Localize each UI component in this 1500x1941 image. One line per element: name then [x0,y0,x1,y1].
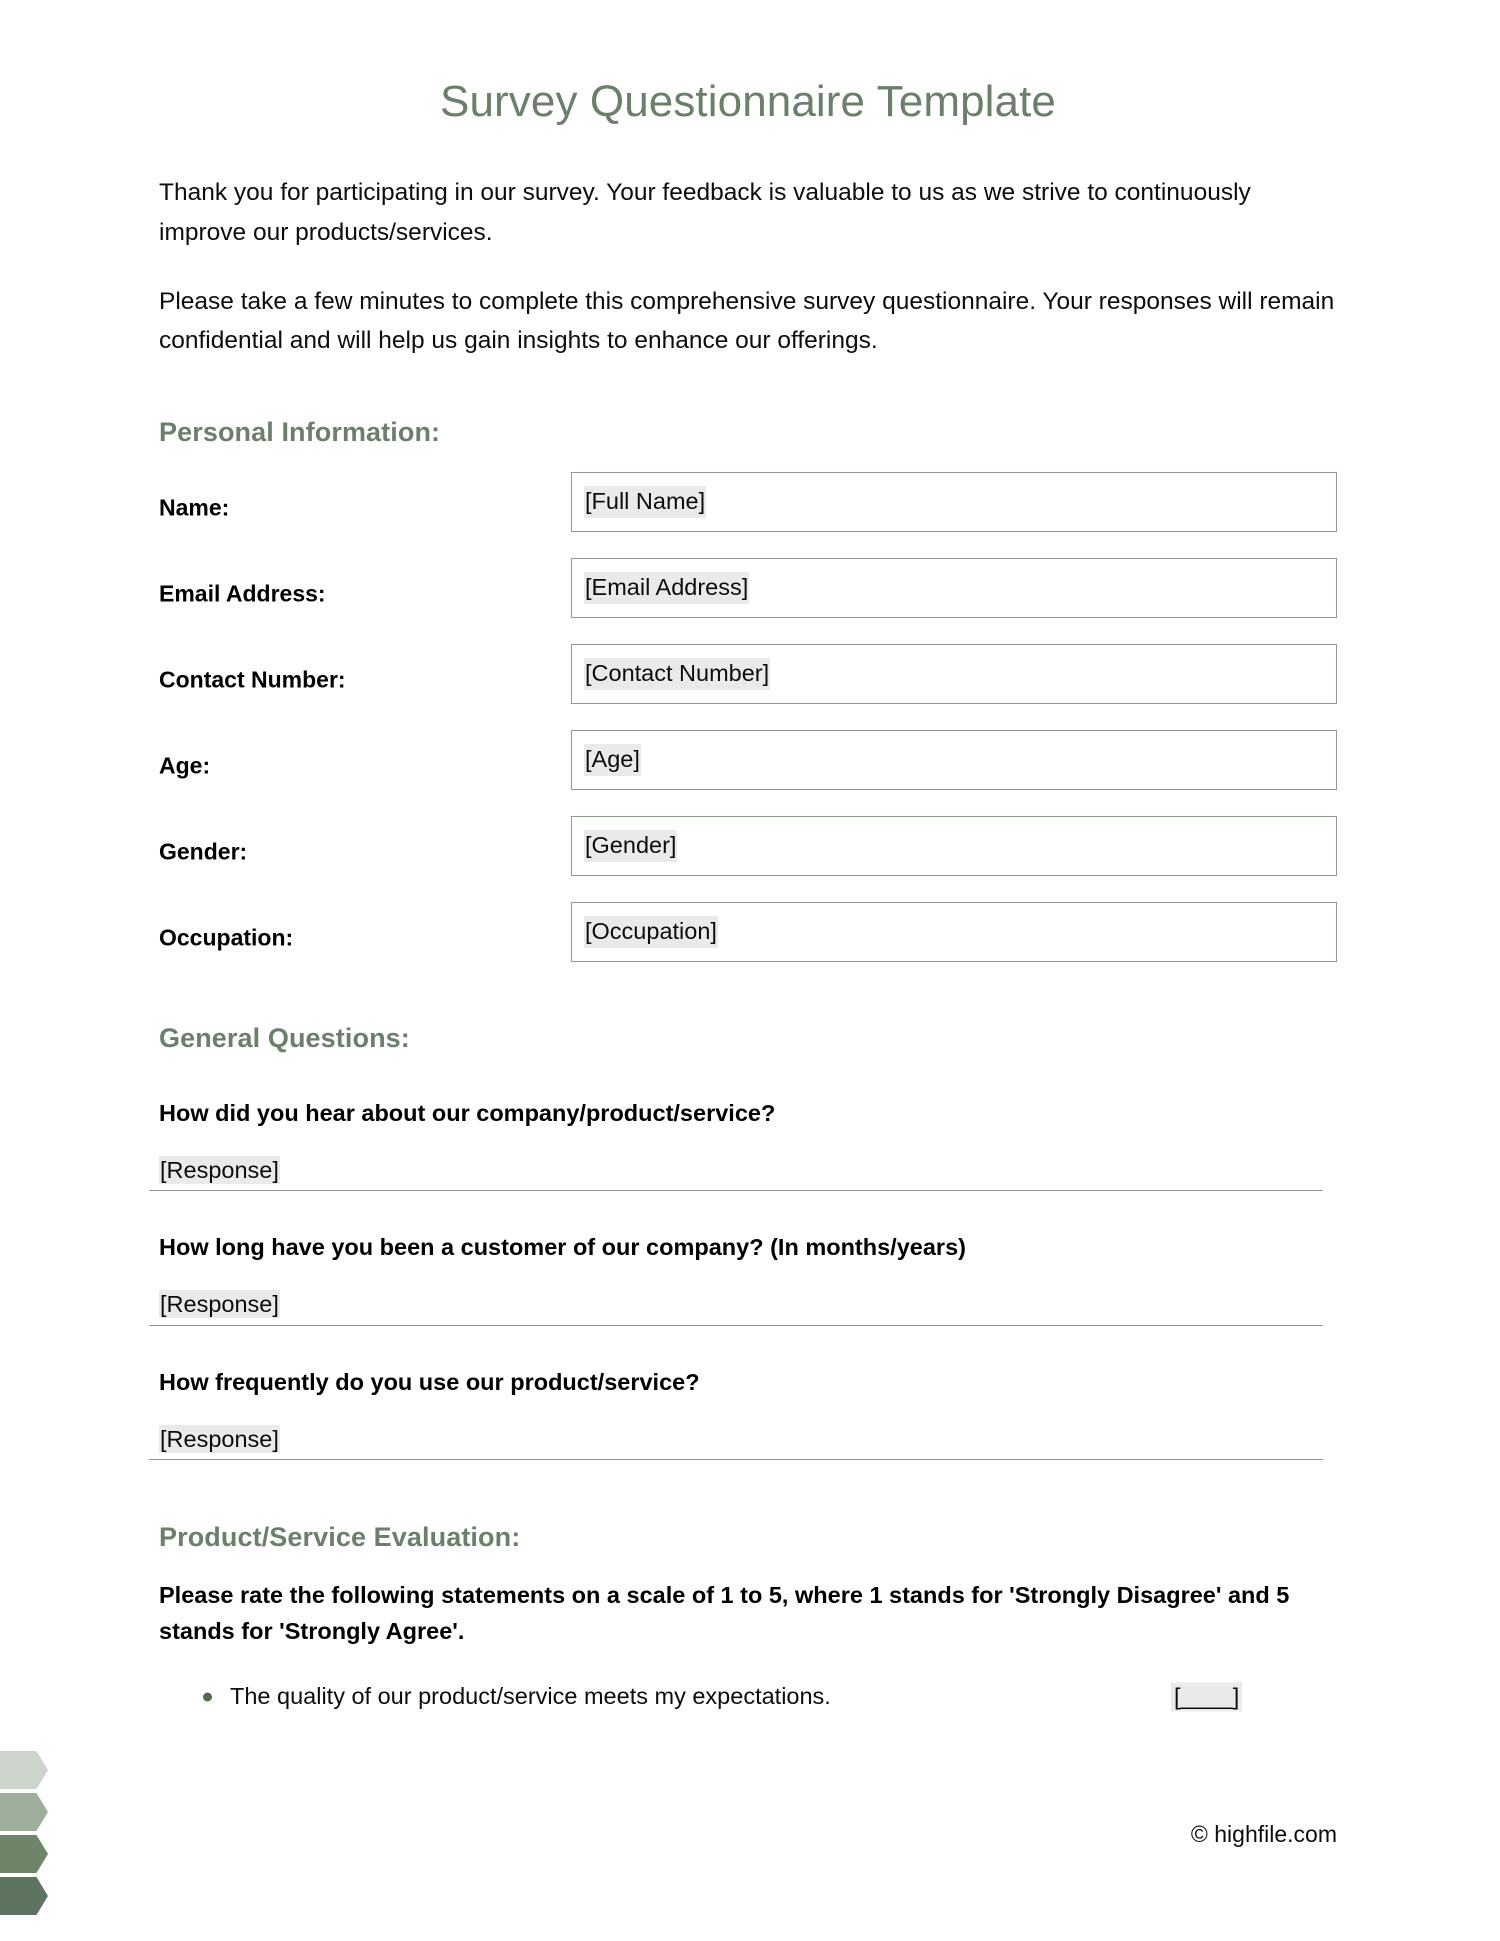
age-input[interactable] [571,730,1337,790]
bullet-dot-icon [203,1692,212,1701]
email-address-input-value: [Email Address] [584,572,749,603]
response-input-3[interactable] [149,1425,1323,1460]
gender-input[interactable] [571,816,1337,876]
email-address-input[interactable] [571,558,1337,618]
age-input-value: [Age] [584,744,641,775]
name-input[interactable] [571,472,1337,532]
response-value-3: [Response] [160,1425,279,1452]
rating-value-input[interactable]: [____] [1171,1682,1242,1711]
field-label-age: Age: [159,752,211,779]
field-label-email-address: Email Address: [159,580,326,607]
contact-number-input[interactable] [571,644,1337,704]
form-row-gender [159,816,1337,887]
list-item [159,1676,1337,1718]
rating-scale-instruction: Please rate the following statements on a scale of 1 to 5, where 1 stands for 'Strongly Disagree' and 5 stands for 'Strongly Agree'. [159,1581,1290,1645]
form-row-email-address [159,558,1337,629]
form-row-contact-number [159,644,1337,715]
chevron-shape-1 [0,1751,48,1789]
field-label-occupation: Occupation: [159,924,294,951]
chevron-shape-3 [0,1835,48,1873]
question-text-2: How long have you been a customer of our company? (In months/years) [159,1234,966,1261]
name-input-value: [Full Name] [584,486,706,517]
question-block-2 [159,1231,1337,1325]
page-title: Survey Questionnaire Template [440,77,1056,126]
occupation-input-value: [Occupation] [584,916,718,947]
document-body [159,0,1337,1718]
intro-paragraph-1: Thank you for participating in our survey. Your feedback is valuable to us as we strive to continuously improve our products/services. [159,179,1251,247]
rating-statement-list [159,1676,1337,1718]
question-text-3: How frequently do you use our product/service? [159,1368,700,1395]
field-label-contact-number: Contact Number: [159,666,346,693]
response-value-2: [Response] [160,1291,279,1318]
contact-number-input-value: [Contact Number] [584,658,770,689]
personal-information-form [159,472,1337,973]
field-label-name: Name: [159,494,230,521]
section-heading-personal-information: Personal Information: [159,417,441,448]
section-heading-product-service-evaluation: Product/Service Evaluation: [159,1521,521,1552]
response-input-2[interactable] [149,1290,1323,1325]
response-value-1: [Response] [160,1157,279,1184]
question-text-1: How did you hear about our company/product/service? [159,1100,776,1127]
occupation-input[interactable] [571,902,1337,962]
chevron-shape-2 [0,1793,48,1831]
chevron-shape-4 [0,1877,48,1915]
question-block-3 [159,1366,1337,1460]
intro-paragraph-2: Please take a few minutes to complete this comprehensive survey questionnaire. Your responses will remain confidential and will help us gain insights to enhance our offerings. [159,287,1335,355]
response-input-1[interactable] [149,1156,1323,1191]
question-block-1 [159,1097,1337,1191]
field-label-gender: Gender: [159,838,248,865]
form-row-name [159,472,1337,543]
decorative-chevrons [0,1740,52,1941]
form-row-occupation [159,902,1337,973]
rating-statement-text: The quality of our product/service meets my expectations. [230,1683,831,1710]
footer-copyright: © highfile.com [1190,1821,1337,1847]
gender-input-value: [Gender] [584,830,677,861]
section-heading-general-questions: General Questions: [159,1023,410,1054]
form-row-age [159,730,1337,801]
